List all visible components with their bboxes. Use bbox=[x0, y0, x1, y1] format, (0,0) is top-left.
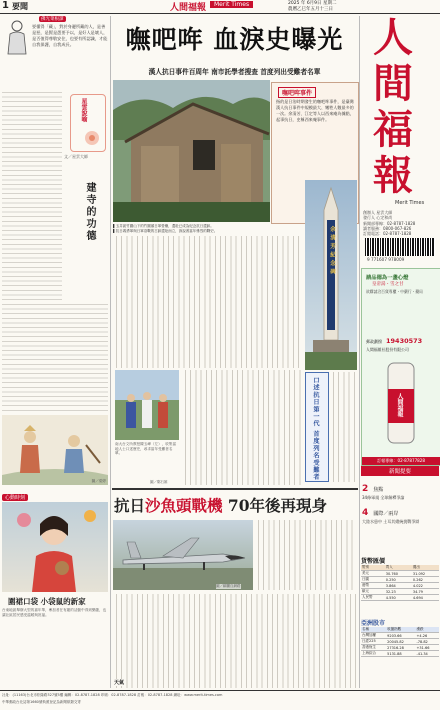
fx-title: 貨幣匯價 bbox=[361, 558, 386, 565]
left-column bbox=[2, 90, 108, 490]
table-row: 香港恆生 27316.28 +31.66 bbox=[361, 645, 439, 651]
monument-photo bbox=[305, 180, 357, 370]
footer bbox=[0, 680, 440, 710]
header-logo: 人間福報 bbox=[170, 3, 207, 13]
news-digest-item-1[interactable] bbox=[362, 476, 438, 498]
lead-body-text-3 bbox=[330, 372, 357, 482]
feature-tag: 心動時刻 bbox=[2, 494, 28, 501]
lead-body-text-1 bbox=[113, 236, 303, 368]
weather-label: 天氣 bbox=[114, 680, 125, 686]
table-row: 日經225 20045.82 -78.82 bbox=[361, 639, 439, 645]
header-english-name: Merit Times bbox=[210, 1, 253, 8]
illustration-credit: 圖／梁婷 bbox=[91, 479, 106, 483]
advertisement bbox=[361, 268, 440, 466]
barcode-number: 9 771607 978009 bbox=[367, 257, 405, 262]
news-digest-item-2[interactable] bbox=[362, 500, 438, 532]
second-headline-red: 沙魚頭戰機 bbox=[145, 496, 223, 515]
feature-photo bbox=[2, 502, 108, 592]
left-column-text-2 bbox=[2, 302, 108, 412]
section-name: 要聞 bbox=[12, 2, 28, 11]
lead-story-divider bbox=[112, 488, 358, 490]
vertical-banner bbox=[305, 372, 329, 482]
lead-photo bbox=[113, 80, 270, 222]
article-title: 建寺的功德 bbox=[84, 182, 95, 242]
table-row: 歐元 32.23 34.79 bbox=[361, 589, 439, 595]
lunar-line: 農曆乙巳年五月十三日 bbox=[288, 7, 333, 12]
second-headline-suffix: 70年後再現身 bbox=[222, 496, 327, 515]
masthead-char-1: 人 bbox=[373, 14, 413, 61]
ad-account-label: 郵政劃撥 bbox=[366, 339, 382, 344]
second-headline-prefix: 抗日 bbox=[114, 496, 146, 515]
sidebar-title: 嘸吧哖事件 bbox=[278, 87, 316, 98]
footer-line-1: 社址：(11163)台北市松隆路327號5樓 編輯：02-8787-1828 印刷：02-8787-1828 訂報：02-8787-1828 網址：www.merit-times.com bbox=[2, 693, 223, 697]
left-illustration bbox=[2, 415, 108, 485]
people-photo bbox=[115, 370, 179, 440]
second-body-text-2 bbox=[113, 594, 357, 688]
masthead-char-3: 福 bbox=[373, 106, 413, 153]
stock-header-row: 名稱 收盤指數 漲跌 bbox=[361, 627, 439, 633]
researchers-caption: 南大台文所教授陳玉峰（左），收集當地人士口述歷史，尋求當年受難者名單。 bbox=[115, 442, 177, 456]
vertical-banner-text: 口述抗日第一代 首度列名受難者 bbox=[312, 377, 319, 481]
ad-product-name: 人間福報 bbox=[396, 393, 403, 417]
masthead-info-1: 新聞部專線：02-8787-1828 bbox=[363, 221, 416, 226]
ruined-house-photo bbox=[113, 80, 270, 222]
page-number: 1 bbox=[2, 0, 9, 11]
news-digest-head: 新聞提要 bbox=[361, 466, 439, 476]
jet-illustration bbox=[113, 520, 253, 590]
flower-icon bbox=[83, 129, 101, 147]
researchers-credit: 圖／鄭石雄 bbox=[150, 480, 168, 484]
table-row: 美元 30.760 31.092 bbox=[361, 571, 439, 577]
fx-header-row: 幣別 買入 賣出 bbox=[361, 565, 439, 571]
feature-caption: 台東地區舉辦大型的嘉年華，參加者在有趣的活動中得到樂趣，也讓社區居民感受溫暖與祝福。 bbox=[2, 608, 107, 617]
news-item-num: 4 bbox=[362, 508, 369, 518]
monument-text: 余清芳紀念碑 bbox=[329, 226, 335, 277]
stock-title: 亞洲股市 bbox=[361, 620, 386, 627]
ad-account: 19430573 bbox=[386, 337, 423, 345]
ad-body: 欲購請洽百貨專櫃・中藥行・藥局 bbox=[366, 289, 423, 294]
table-row: 上海綜合 5131.88 -41.34 bbox=[361, 651, 439, 657]
second-headline bbox=[114, 494, 358, 516]
stock-section bbox=[361, 618, 439, 657]
star-cloud-label: 星雲說喻 bbox=[80, 98, 87, 122]
news-item-text: 大陸水患中 土耳其總統挑戰爭辯 bbox=[362, 519, 420, 524]
date-line: 2025 年 6月9日 星期二 bbox=[288, 1, 337, 6]
news-item-label: 國際／兩岸 bbox=[373, 511, 399, 517]
maxim-text: 要懂得「藏」，對於身邊所藏的人，是善是惡，是賢是愚要予以，是好人是壞人，是否值得尊敬安住，也要有所認識，才能自我保護，自我成長。 bbox=[32, 24, 108, 47]
news-item-label: 焦點 bbox=[373, 487, 384, 493]
news-item-text: 34條軍規 全球解釋爭論 bbox=[362, 495, 405, 500]
article-author: 文／星雲大師 bbox=[64, 154, 88, 159]
ad-phone: 訂報專線：02-87877828 bbox=[362, 457, 440, 465]
masthead-info-2: 讀者服務：0800-067-826 bbox=[363, 226, 412, 231]
left-column-text-1 bbox=[2, 90, 62, 300]
stock-table bbox=[361, 627, 439, 657]
masthead bbox=[361, 16, 439, 266]
sidebar-text: 指的是日治時期發生的嘸吧哖事件，是臺灣漢人抗日事件中規模最大、犧牲人數最多的一次。余清芳、江定等人以西來庵為據點，起事抗日，史稱西來庵事件。 bbox=[276, 99, 354, 122]
table-row: 港幣 3.864 4.022 bbox=[361, 583, 439, 589]
masthead-founder: 創辦人 星雲大師 bbox=[363, 210, 393, 215]
masthead-info-3: 訂閱電話：02-8787-1828 bbox=[363, 231, 412, 236]
farmer-illustration bbox=[2, 415, 108, 485]
daily-maxim bbox=[2, 16, 108, 88]
maxim-tag: 佛光菜根譚 bbox=[41, 17, 64, 22]
footer-line-2: 中華郵政台北誌第1660號執照登記為新聞紙類交寄 bbox=[2, 700, 81, 704]
lead-headline: 嘸吧哖 血淚史曝光 bbox=[125, 25, 344, 54]
right-divider bbox=[359, 16, 360, 688]
masthead-char-2: 間 bbox=[373, 60, 413, 107]
jet-photo-credit: 圖／翻攝自網路 bbox=[216, 584, 241, 588]
news-item-num: 2 bbox=[362, 484, 369, 494]
column-divider bbox=[110, 16, 111, 688]
ad-company: 人間福報社股份有限公司 bbox=[366, 347, 409, 352]
ad-product-image bbox=[376, 359, 426, 447]
table-row: 日圓 0.250 0.262 bbox=[361, 577, 439, 583]
feature-section bbox=[2, 494, 108, 689]
lead-subheadline: 漢人抗日事件百周年 南市託學者搜查 首度列出受難者名單 bbox=[148, 68, 321, 76]
masthead-publisher: 發行人 心定和尚 bbox=[363, 215, 393, 220]
table-row: 台灣加權 9203.66 +4.26 bbox=[361, 633, 439, 639]
table-row: 人民幣 4.550 4.694 bbox=[361, 595, 439, 601]
ad-title: 請品德為一盞心燈 bbox=[366, 275, 409, 281]
lead-photo-caption: ▌玉井區竹圍山下的竹圍頭日軍營壘，遺址已成為紀念抗日遺跡。 ▌抗日義勇軍與日軍浴戰的古跡遺址而立，訴說著當年慘烈的戰史。 bbox=[113, 224, 218, 233]
researchers-photo bbox=[115, 370, 179, 440]
page-header bbox=[0, 0, 440, 14]
star-cloud-badge bbox=[70, 94, 106, 152]
masthead-char-4: 報 bbox=[373, 152, 413, 199]
feature-title: 圍裙口袋 小袋鼠的新家 bbox=[8, 597, 86, 606]
lead-body-text-2 bbox=[182, 370, 302, 485]
masthead-english: Merit Times bbox=[395, 200, 425, 206]
barcode bbox=[365, 238, 435, 256]
woman-with-kangaroo-photo bbox=[2, 502, 108, 592]
monk-sketch-icon bbox=[4, 18, 30, 58]
ad-subtitle: 皇帝湯・雪之甘 bbox=[372, 282, 404, 287]
fighter-jet-photo bbox=[113, 520, 253, 590]
fx-section bbox=[361, 556, 439, 601]
fx-table bbox=[361, 565, 439, 601]
second-body-text-1 bbox=[255, 520, 357, 590]
